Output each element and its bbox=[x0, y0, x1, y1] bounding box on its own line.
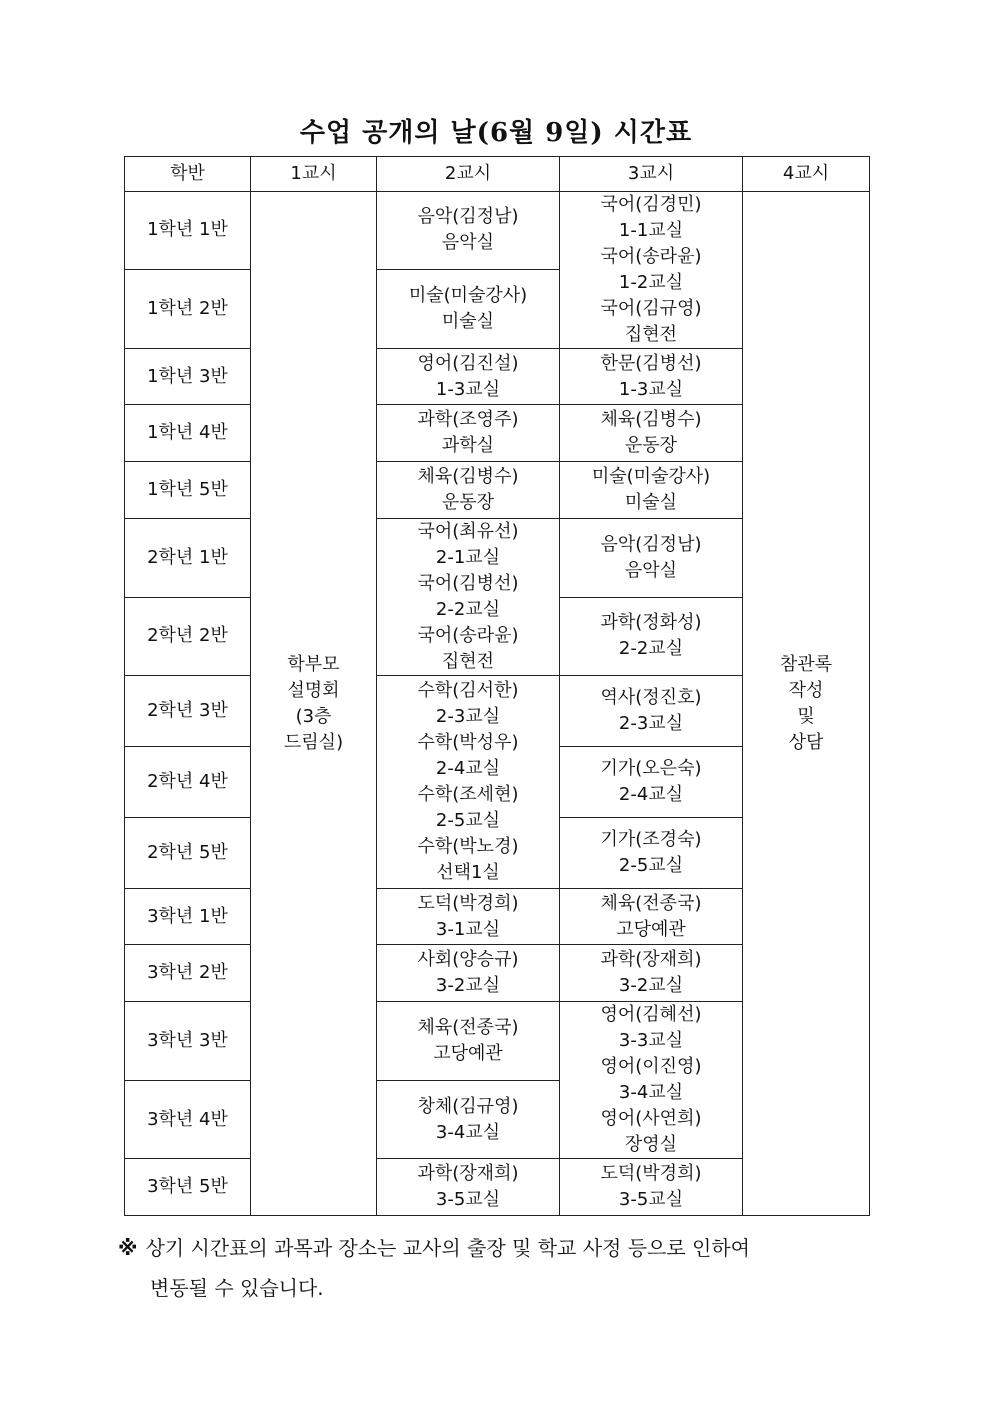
class-label: 2학년 1반 bbox=[125, 519, 251, 598]
header-period-4: 4교시 bbox=[743, 157, 870, 192]
period2-cell: 도덕(박경희) 3-1교실 bbox=[377, 889, 560, 945]
class-label: 3학년 4반 bbox=[125, 1081, 251, 1159]
period3-cell: 영어(김혜선) 3-3교실 영어(이진영) 3-4교실 영어(사연희) 장영실 bbox=[560, 1002, 743, 1159]
period3-cell: 과학(장재희) 3-2교실 bbox=[560, 945, 743, 1002]
header-row bbox=[125, 157, 870, 192]
header-period-2: 2교시 bbox=[377, 157, 560, 192]
footnote-text-1: 상기 시간표의 과목과 장소는 교사의 출장 및 학교 사정 등으로 인하여 bbox=[145, 1236, 750, 1260]
class-label: 1학년 2반 bbox=[125, 269, 251, 348]
period2-cell: 사회(양승규) 3-2교실 bbox=[377, 945, 560, 1002]
period3-cell: 역사(정진호) 2-3교실 bbox=[560, 676, 743, 747]
period3-cell: 한문(김병선) 1-3교실 bbox=[560, 349, 743, 405]
footnote-line-1 bbox=[118, 1228, 878, 1268]
class-label: 3학년 1반 bbox=[125, 889, 251, 945]
period2-cell: 국어(최유선) 2-1교실 국어(김병선) 2-2교실 국어(송라윤) 집현전 bbox=[377, 519, 560, 676]
header-class: 학반 bbox=[125, 157, 251, 192]
period2-cell: 수학(김서한) 2-3교실 수학(박성우) 2-4교실 수학(조세현) 2-5교실 수학(박노경) 선택1실 bbox=[377, 676, 560, 889]
period3-cell: 국어(김경민) 1-1교실 국어(송라윤) 1-2교실 국어(김규영) 집현전 bbox=[560, 192, 743, 349]
class-label: 3학년 2반 bbox=[125, 945, 251, 1002]
period1-parent-briefing: 학부모 설명회 (3층 드림실) bbox=[251, 192, 377, 1216]
page-title: 수업 공개의 날(6월 9일) 시간표 bbox=[299, 118, 693, 148]
period2-cell: 체육(김병수) 운동장 bbox=[377, 462, 560, 519]
period2-cell: 영어(김진설) 1-3교실 bbox=[377, 349, 560, 405]
period2-cell: 미술(미술강사) 미술실 bbox=[377, 269, 560, 348]
class-label: 2학년 4반 bbox=[125, 747, 251, 818]
class-label: 2학년 5반 bbox=[125, 818, 251, 889]
class-label: 1학년 5반 bbox=[125, 462, 251, 519]
period2-cell: 과학(조영주) 과학실 bbox=[377, 405, 560, 462]
period3-cell: 미술(미술강사) 미술실 bbox=[560, 462, 743, 519]
period3-cell: 기가(조경숙) 2-5교실 bbox=[560, 818, 743, 889]
period2-cell: 창체(김규영) 3-4교실 bbox=[377, 1081, 560, 1159]
period3-cell: 도덕(박경희) 3-5교실 bbox=[560, 1159, 743, 1216]
class-label: 2학년 3반 bbox=[125, 676, 251, 747]
class-label: 1학년 3반 bbox=[125, 349, 251, 405]
class-label: 3학년 3반 bbox=[125, 1002, 251, 1081]
period3-cell: 체육(전종국) 고당예관 bbox=[560, 889, 743, 945]
class-label: 3학년 5반 bbox=[125, 1159, 251, 1216]
period3-cell: 체육(김병수) 운동장 bbox=[560, 405, 743, 462]
period3-cell: 기가(오은숙) 2-4교실 bbox=[560, 747, 743, 818]
period2-cell: 체육(전종국) 고당예관 bbox=[377, 1002, 560, 1081]
period2-cell: 과학(장재희) 3-5교실 bbox=[377, 1159, 560, 1216]
period3-cell: 음악(김정남) 음악실 bbox=[560, 519, 743, 598]
class-label: 1학년 1반 bbox=[125, 192, 251, 270]
footnote-text-2: 변동될 수 있습니다. bbox=[150, 1276, 324, 1300]
table-row bbox=[125, 192, 870, 270]
header-period-1: 1교시 bbox=[251, 157, 377, 192]
period3-cell: 과학(정화성) 2-2교실 bbox=[560, 597, 743, 676]
class-label: 1학년 4반 bbox=[125, 405, 251, 462]
footnote bbox=[118, 1228, 878, 1308]
period4-observation: 참관록 작성 및 상담 bbox=[743, 192, 870, 1216]
header-period-3: 3교시 bbox=[560, 157, 743, 192]
reference-mark-icon: ※ bbox=[118, 1236, 138, 1260]
class-label: 2학년 2반 bbox=[125, 597, 251, 676]
timetable bbox=[124, 156, 870, 1216]
period2-cell: 음악(김정남) 음악실 bbox=[377, 192, 560, 270]
